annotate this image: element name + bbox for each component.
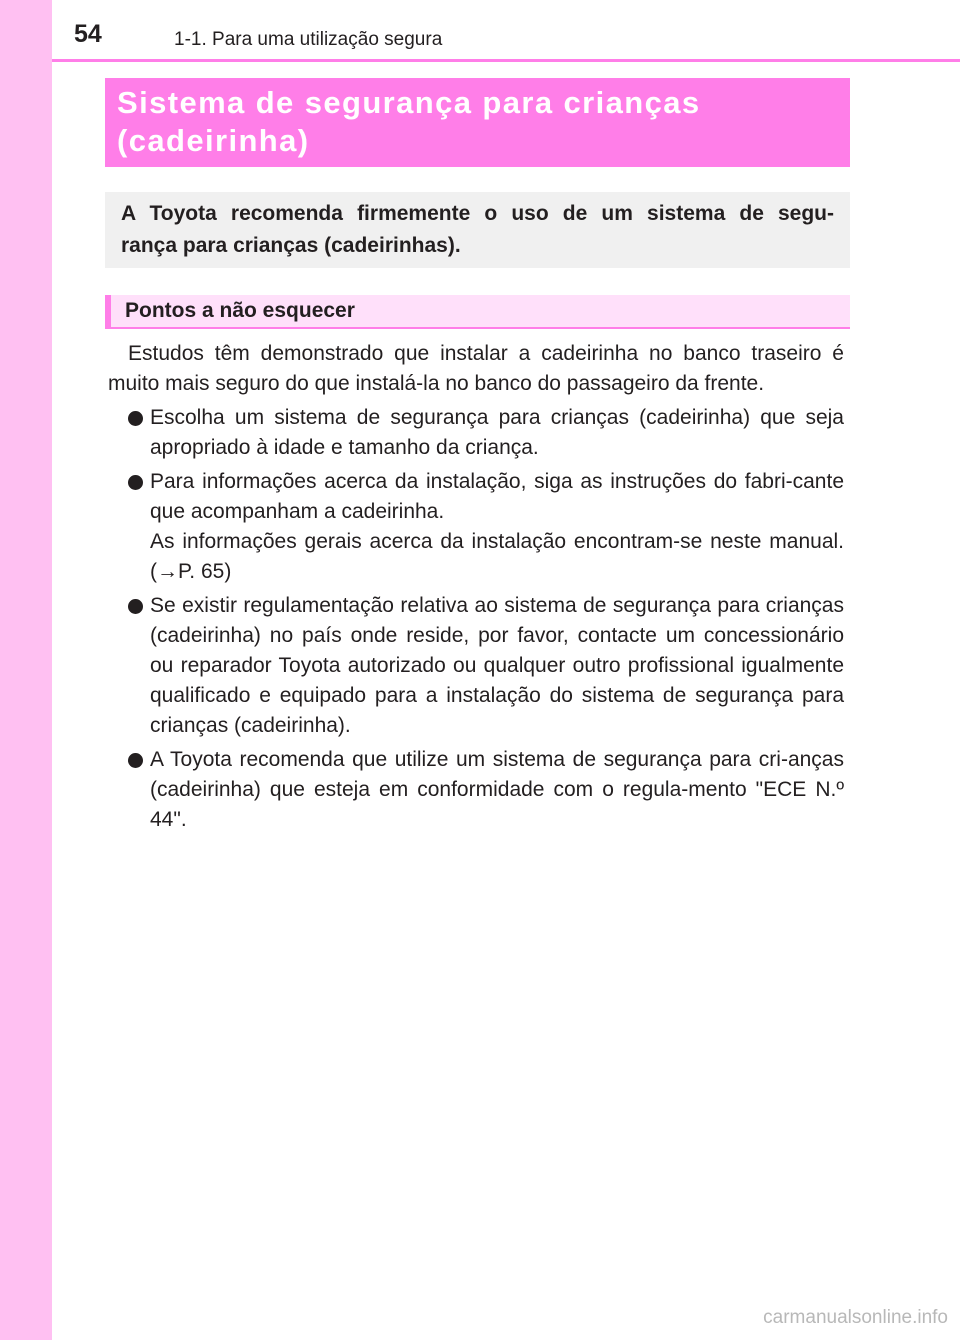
bullet-item	[108, 591, 844, 741]
section-title-line-2: (cadeirinha)	[117, 123, 310, 158]
bullet-text: A Toyota recomenda que utilize um sistema de segurança para cri-anças (cadeirinha) que esteja em conformidade com o regula-mento "ECE N.º 44".	[150, 748, 844, 831]
bullet-item	[108, 745, 844, 835]
watermark: carmanualsonline.info	[763, 1307, 948, 1328]
header-rule	[52, 59, 960, 62]
intro-box	[105, 192, 850, 268]
body-text	[108, 339, 844, 839]
bullet-dot-icon	[128, 599, 143, 614]
section-title-line-1: Sistema de segurança para crianças	[117, 85, 701, 120]
bullet-text: Para informações acerca da instalação, siga as instruções do fabri-cante que acompanham a cadeirinha.	[150, 470, 844, 523]
bullet-text: Escolha um sistema de segurança para crianças (cadeirinha) que seja apropriado à idade e tamanho da criança.	[150, 406, 844, 459]
side-color-strip	[0, 0, 52, 1340]
bullet-dot-icon	[128, 753, 143, 768]
lead-paragraph: Estudos têm demonstrado que instalar a cadeirinha no banco traseiro é muito mais seguro do que instalá-la no banco do passageiro da frente.	[108, 342, 844, 395]
bullet-extra-text: As informações gerais acerca da instalação encontram-se neste manual. (→P. 65)	[150, 530, 844, 583]
bullet-dot-icon	[128, 475, 143, 490]
running-header-title: 1-1. Para uma utilização segura	[174, 29, 443, 50]
bullet-item	[108, 467, 844, 587]
bullet-item	[108, 403, 844, 463]
section-title	[105, 78, 850, 167]
intro-line-2: rança para crianças (cadeirinhas).	[121, 234, 461, 257]
bullet-dot-icon	[128, 411, 143, 426]
page-number: 54	[74, 20, 102, 48]
intro-line-1: A Toyota recomenda firmemente o uso de um sistema de segu-	[121, 202, 834, 225]
subheading: Pontos a não esquecer	[105, 295, 850, 329]
bullet-text: Se existir regulamentação relativa ao sistema de segurança para crianças (cadeirinha) no país onde reside, por favor, contacte um concessionário ou reparador Toyota autorizado ou qualquer outro profissional igualmente qualificado e equipado para a instalação do sistema de segurança para crianças (cadeirinha).	[150, 594, 844, 737]
